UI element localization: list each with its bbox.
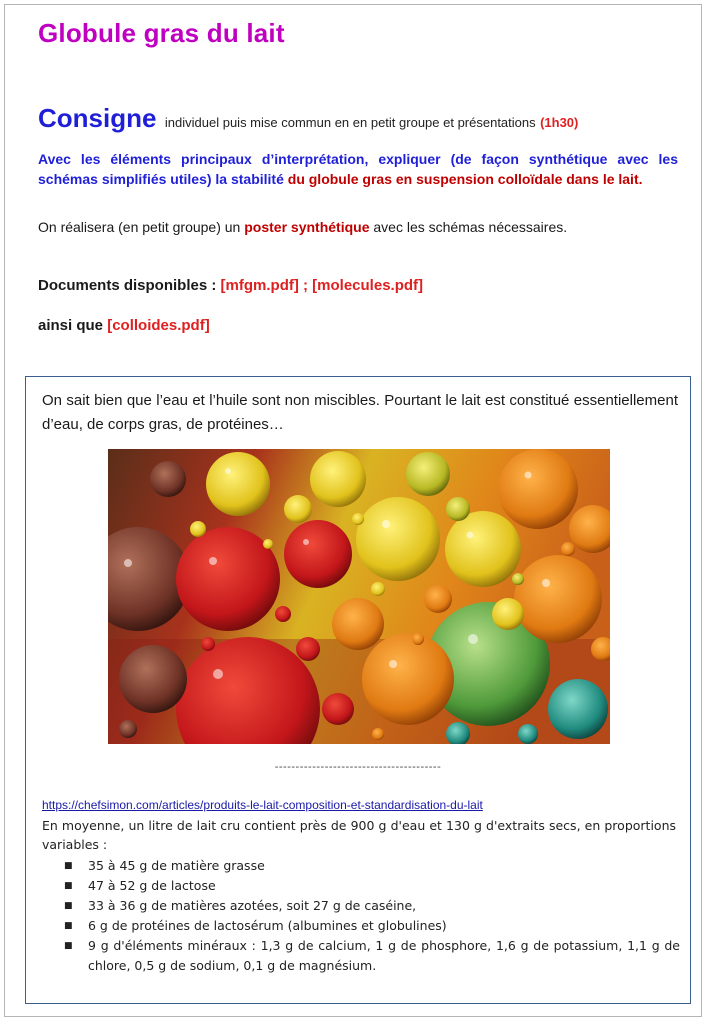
- info-box: [25, 376, 691, 1004]
- also-file[interactable]: [colloides.pdf]: [107, 317, 210, 334]
- also-line: [38, 317, 210, 334]
- consigne-duration: (1h30): [540, 115, 579, 130]
- list-item-text: 6 g de protéines de lactosérum (albumines et globulines): [88, 918, 447, 933]
- poster-instruction-start: On réalisera (en petit groupe) un: [38, 219, 241, 235]
- poster-instruction-highlight: poster synthétique: [244, 219, 370, 235]
- list-item-text: 35 à 45 g de matière grasse: [88, 858, 265, 873]
- bullet-icon: ■: [64, 901, 73, 911]
- list-item: [64, 856, 680, 876]
- list-item: [64, 936, 680, 976]
- page-title: Globule gras du lait: [38, 18, 285, 48]
- poster-instruction-end: avec les schémas nécessaires.: [373, 219, 568, 235]
- documents-label: Documents disponibles :: [38, 277, 217, 294]
- bullet-icon: ■: [64, 941, 73, 951]
- source-link[interactable]: https://chefsimon.com/articles/produits-le-lait-composition-et-standardisation-du-lait: [42, 798, 483, 812]
- list-item: [64, 896, 680, 916]
- also-label: ainsi que: [38, 317, 104, 334]
- consigne-line: [38, 103, 578, 134]
- list-item-text: 47 à 52 g de lactose: [88, 878, 216, 893]
- instruction-blue-text: Avec les éléments principaux d’interprétation, expliquer (de façon synthétique avec les schémas simplifiés utiles) la stabilité: [38, 151, 678, 187]
- bullet-icon: ■: [64, 881, 73, 891]
- bullet-icon: ■: [64, 861, 73, 871]
- documents-line: [38, 277, 423, 294]
- oil-water-bubbles-photo: [108, 449, 610, 744]
- documents-files[interactable]: [mfgm.pdf] ; [molecules.pdf]: [220, 277, 424, 294]
- document-page: [4, 4, 702, 1017]
- consigne-label: Consigne: [38, 103, 157, 133]
- composition-list: [64, 856, 680, 976]
- bullet-icon: ■: [64, 921, 73, 931]
- composition-description: En moyenne, un litre de lait cru contient près de 900 g d'eau et 130 g d'extraits secs, en proportions variables :: [42, 818, 676, 852]
- list-item-text: 9 g d'éléments minéraux : 1,3 g de calcium, 1 g de phosphore, 1,6 g de potassium, 1,1 g de chlore, 0,5 g de sodium, 0,1 g de magnésium.: [88, 938, 680, 973]
- separator-line: ----------------------------------------: [274, 761, 442, 773]
- poster-instruction: [38, 217, 678, 237]
- list-item: [64, 916, 680, 936]
- instruction-red-text: du globule gras en suspension colloïdale dans le lait.: [287, 171, 643, 187]
- list-item: [64, 876, 680, 896]
- intro-text: On sait bien que l’eau et l’huile sont non miscibles. Pourtant le lait est constitué essentiellement d’eau, de corps gras, de protéines…: [42, 392, 678, 433]
- instruction-paragraph: [38, 149, 678, 189]
- list-item-text: 33 à 36 g de matières azotées, soit 27 g de caséine,: [88, 898, 417, 913]
- consigne-text: individuel puis mise commun en en petit groupe et présentations: [164, 115, 536, 130]
